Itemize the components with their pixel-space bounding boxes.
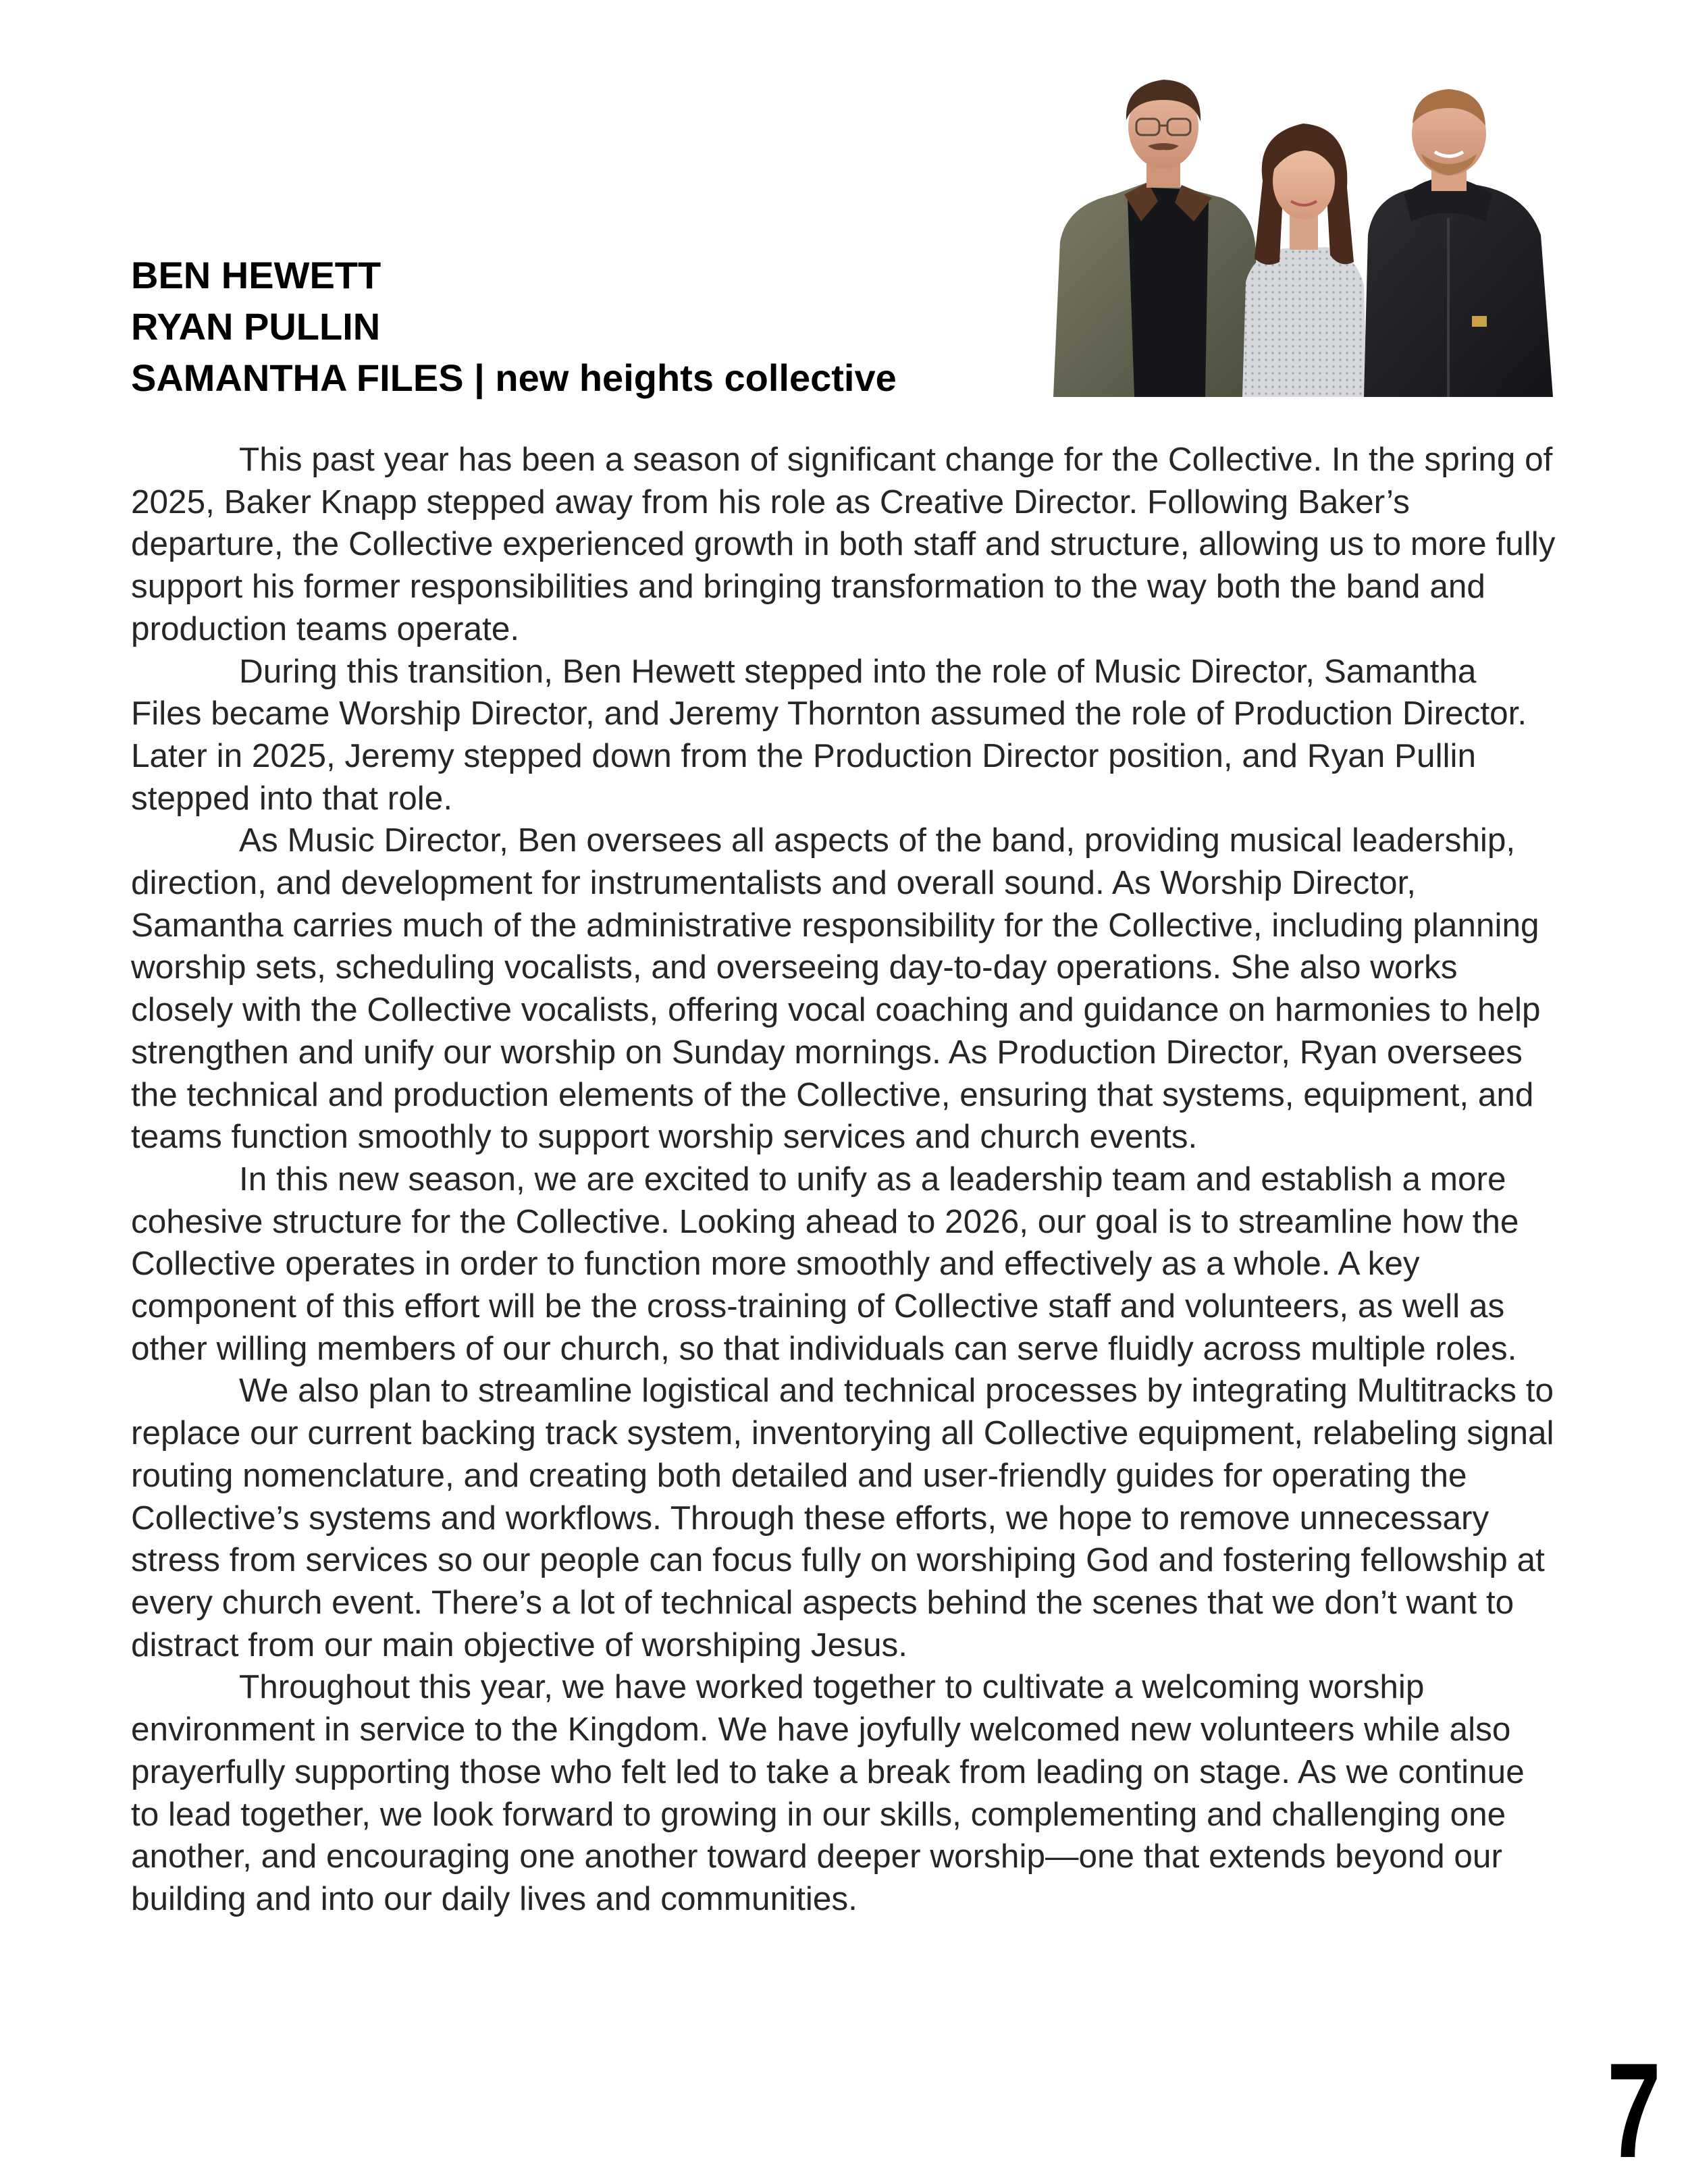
name-separator: | [463, 356, 496, 399]
collective-name: new heights collective [495, 356, 897, 399]
paragraph-2: During this transition, Ben Hewett stepped into the role of Music Director, Samantha Files became Worship Director, and Jeremy Thornton assumed the role of Production Director. Later in 2025, Jeremy stepped down from the Production Director position, and Ryan Pullin stepped into that role. [131, 652, 1527, 817]
person-ryan [1364, 89, 1553, 397]
article-body [131, 439, 1556, 1921]
author-name-ryan: RYAN PULLIN [131, 305, 381, 348]
team-photo [1040, 59, 1580, 397]
author-name-ben: BEN HEWETT [131, 254, 381, 296]
paragraph-6: Throughout this year, we have worked together to cultivate a welcoming worship environment in service to the Kingdom. We have joyfully welcomed new volunteers while also prayerfully supporting those who felt led to take a break from leading on stage. As we continue to lead together, we look forward to growing in our skills, complementing and challenging one another, and encouraging one another toward deeper worship—one that extends beyond our building and into our daily lives and communities. [131, 1668, 1525, 1917]
author-name-samantha: SAMANTHA FILES [131, 356, 464, 399]
page-number-text: 7 [1607, 2035, 1661, 2184]
person-ben [1053, 80, 1263, 397]
author-names-heading [131, 250, 1076, 404]
paragraph-4: In this new season, we are excited to unify as a leadership team and establish a more cohesive structure for the Collective. Looking ahead to 2026, our goal is to streamline how the Collective operates in order to function more smoothly and effectively as a whole. A key component of this effort will be the cross-training of Collective staff and volunteers, as well as other willing members of our church, so that individuals can serve fluidly across multiple roles. [131, 1160, 1519, 1367]
person-samantha [1242, 124, 1367, 397]
paragraph-5: We also plan to streamline logistical and technical processes by integrating Multitracks to replace our current backing track system, inventorying all Collective equipment, relabeling signal routing nomenclature, and creating both detailed and user-friendly guides for operating the Collective’s systems and workflows. Through these efforts, we hope to remove unnecessary stress from services so our people can focus fully on worshiping God and fostering fellowship at every church event. There’s a lot of technical aspects behind the scenes that we don’t want to distract from our main objective of worshiping Jesus. [131, 1372, 1554, 1663]
paragraph-3: As Music Director, Ben oversees all aspects of the band, providing musical leadership, direction, and development for instrumentalists and overall sound. As Worship Director, Samantha carries much of the administrative responsibility for the Collective, including planning worship sets, scheduling vocalists, and overseeing day-to-day operations. She also works closely with the Collective vocalists, offering vocal coaching and guidance on harmonies to help strengthen and unify our worship on Sunday mornings. As Production Director, Ryan oversees the technical and production elements of the Collective, ensuring that systems, equipment, and teams function smoothly to support worship services and church events. [131, 822, 1541, 1156]
author-name-samantha-line [131, 352, 1076, 404]
page-number [1597, 2035, 1671, 2184]
paragraph-1: This past year has been a season of significant change for the Collective. In the spring of 2025, Baker Knapp stepped away from his role as Creative Director. Following Baker’s departure, the Collective experienced growth in both staff and structure, allowing us to more fully support his former responsibilities and bringing transformation to the way both the band and production teams operate. [131, 441, 1556, 647]
